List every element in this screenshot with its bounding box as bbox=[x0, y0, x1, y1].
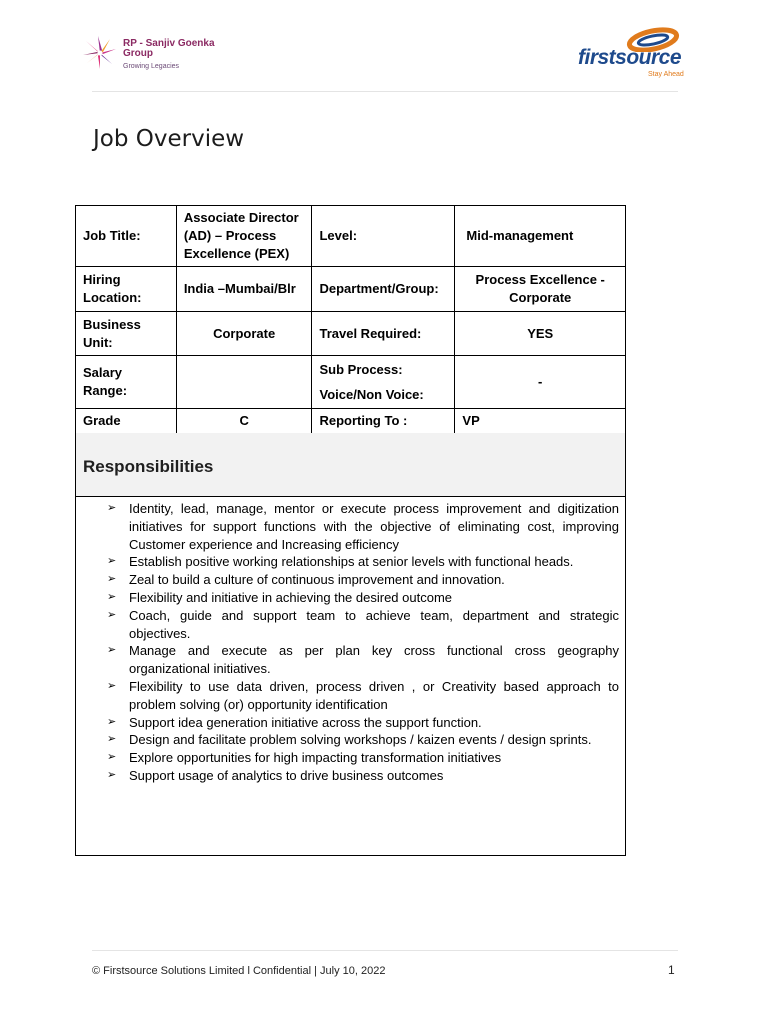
footer-text: © Firstsource Solutions Limited l Confidential | July 10, 2022 bbox=[92, 965, 386, 977]
rp-starburst-icon bbox=[80, 33, 120, 73]
list-item bbox=[107, 642, 619, 678]
hiring-location-label: Hiring Location: bbox=[76, 267, 177, 312]
arrow-bullet-icon: ➢ bbox=[107, 715, 117, 728]
business-unit-label: Business Unit: bbox=[76, 312, 177, 356]
page-number: 1 bbox=[668, 963, 675, 977]
rp-logo-tagline: Growing Legacies bbox=[123, 63, 180, 70]
list-item bbox=[107, 571, 619, 589]
list-item-text: Identity, lead, manage, mentor or execute process improvement and digitization initiatives for support functions with the objective of eliminating cost, improving Customer experience and Increasing efficiency bbox=[129, 501, 619, 552]
list-item-text: Zeal to build a culture of continuous improvement and innovation. bbox=[129, 572, 505, 588]
list-item bbox=[107, 767, 619, 785]
level-value: Mid-management bbox=[455, 206, 626, 267]
arrow-bullet-icon: ➢ bbox=[107, 608, 117, 621]
grade-label: Grade bbox=[76, 409, 177, 434]
travel-label: Travel Required: bbox=[312, 312, 455, 356]
sub-process-label: Sub Process: bbox=[319, 361, 403, 377]
list-item bbox=[107, 607, 619, 643]
salary-value bbox=[176, 356, 312, 409]
arrow-bullet-icon: ➢ bbox=[107, 644, 117, 657]
salary-label: Salary Range: bbox=[76, 356, 177, 409]
sub-process-value: - bbox=[455, 356, 626, 409]
hiring-location-value: India –Mumbai/Blr bbox=[176, 267, 312, 312]
travel-value: YES bbox=[455, 312, 626, 356]
table-row bbox=[76, 409, 626, 434]
arrow-bullet-icon: ➢ bbox=[107, 590, 117, 603]
list-item-text: Support idea generation initiative across the support function. bbox=[129, 714, 482, 730]
firstsource-logo bbox=[560, 26, 685, 86]
responsibilities-list bbox=[76, 497, 625, 785]
list-item-text: Flexibility and initiative in achieving the desired outcome bbox=[129, 589, 453, 605]
list-item bbox=[107, 500, 619, 553]
responsibilities-header bbox=[76, 433, 625, 497]
list-item-text: Manage and execute as per plan key cross functional cross geography organizational initiatives. bbox=[129, 643, 619, 677]
list-item-text: Flexibility to use data driven, process driven , or Creativity based approach to problem solving (or) opportunity identification bbox=[129, 678, 619, 712]
department-label: Department/Group: bbox=[312, 267, 455, 312]
list-item bbox=[107, 589, 619, 607]
page-title: Job Overview bbox=[93, 126, 245, 152]
arrow-bullet-icon: ➢ bbox=[107, 733, 117, 746]
arrow-bullet-icon: ➢ bbox=[107, 768, 117, 781]
list-item bbox=[107, 749, 619, 767]
arrow-bullet-icon: ➢ bbox=[107, 679, 117, 692]
list-item-text: Design and facilitate problem solving workshops / kaizen events / design sprints. bbox=[129, 732, 592, 748]
table-row bbox=[76, 312, 626, 356]
level-label: Level: bbox=[312, 206, 455, 267]
list-item bbox=[107, 714, 619, 732]
table-row bbox=[76, 206, 626, 267]
reporting-label: Reporting To : bbox=[312, 409, 455, 434]
page-header bbox=[0, 0, 768, 95]
footer-divider bbox=[92, 950, 678, 951]
firstsource-logo-name: firstsource bbox=[578, 46, 682, 69]
list-item bbox=[107, 553, 619, 571]
arrow-bullet-icon: ➢ bbox=[107, 573, 117, 586]
business-unit-value: Corporate bbox=[176, 312, 312, 356]
list-item-text: Coach, guide and support team to achieve team, department and strategic objectives. bbox=[129, 607, 619, 641]
sub-process-cell bbox=[312, 356, 455, 409]
responsibilities-section bbox=[75, 433, 626, 856]
table-row bbox=[76, 356, 626, 409]
rp-logo-name: RP - Sanjiv Goenka Group bbox=[123, 38, 215, 59]
job-info-table bbox=[75, 205, 626, 434]
voice-non-voice-label: Voice/Non Voice: bbox=[319, 386, 424, 402]
list-item bbox=[107, 678, 619, 714]
firstsource-logo-tagline: Stay Ahead bbox=[648, 71, 684, 78]
header-divider bbox=[92, 91, 678, 92]
table-row bbox=[76, 267, 626, 312]
arrow-bullet-icon: ➢ bbox=[107, 555, 117, 568]
list-item bbox=[107, 731, 619, 749]
list-item-text: Establish positive working relationships at senior levels with functional heads. bbox=[129, 554, 574, 570]
arrow-bullet-icon: ➢ bbox=[107, 502, 117, 514]
job-title-value: Associate Director (AD) – Process Excellence (PEX) bbox=[176, 206, 312, 267]
arrow-bullet-icon: ➢ bbox=[107, 751, 117, 764]
grade-value: C bbox=[176, 409, 312, 434]
reporting-value: VP bbox=[455, 409, 626, 434]
list-item-text: Support usage of analytics to drive business outcomes bbox=[129, 767, 444, 783]
responsibilities-title: Responsibilities bbox=[83, 457, 214, 476]
job-title-label: Job Title: bbox=[76, 206, 177, 267]
department-value: Process Excellence - Corporate bbox=[455, 267, 626, 312]
rp-sanjiv-goenka-logo bbox=[80, 33, 230, 75]
list-item-text: Explore opportunities for high impacting transformation initiatives bbox=[129, 750, 502, 766]
